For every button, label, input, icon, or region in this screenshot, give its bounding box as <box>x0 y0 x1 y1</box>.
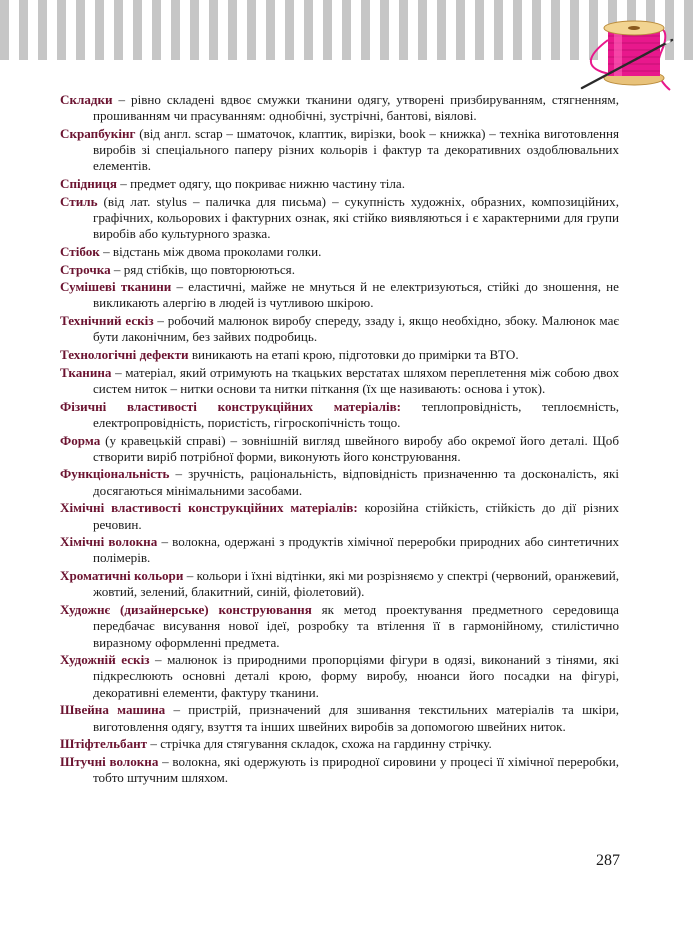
glossary-definition: – відстань між двома проколами голки. <box>99 243 322 259</box>
glossary-term: Фізичні властивості конструкційних матеріалів: <box>60 398 402 414</box>
glossary-entry <box>60 652 619 701</box>
glossary-term: Функціональність <box>60 466 170 482</box>
glossary-entry <box>60 313 619 345</box>
glossary-entry <box>60 365 619 397</box>
glossary-definition: (у кравецькій справі) – зовнішній вигляд швейного виробу або окремої його деталі. Щоб створити виріб потрібної форми, виконують його конструювання. <box>93 432 619 464</box>
glossary-entry <box>60 92 619 124</box>
glossary-term: Тканина <box>60 364 112 380</box>
glossary-term: Спідниця <box>60 176 117 192</box>
glossary-term: Штіфтельбант <box>60 736 148 752</box>
glossary-term: Хімічні властивості конструкційних матеріалів: <box>60 500 358 516</box>
glossary-definition: – рівно складені вдвоє смужки тканини одягу, утворені призбируванням, стягненням, прошиванням чи прасуванням: однобічні, зустрічні, бантові, віялові. <box>93 92 619 124</box>
glossary-definition: – стрічка для стягування складок, схожа на гардинну стрічку. <box>147 736 492 752</box>
glossary-definition: – кольори і їхні відтінки, які ми розрізняємо у спектрі (червоний, оранжевий, жовтий, зелений, блакитний, синій, фіолетовий). <box>93 568 619 600</box>
glossary-term: Форма <box>60 432 101 448</box>
glossary-entry <box>60 568 619 600</box>
glossary-entry <box>60 702 619 734</box>
glossary-definition: теплопровідність, теплоємність, електропровідність, пористість, гігроскопічність тощо. <box>93 398 619 430</box>
glossary-term: Художнє (дизайнерське) конструювання <box>60 602 312 618</box>
page-number: 287 <box>596 852 620 869</box>
glossary-entry <box>60 262 619 278</box>
glossary-definition: – волокна, які одержують із природної сировини у процесі її хімічної переробки, тобто штучним шляхом. <box>93 753 619 786</box>
glossary-entry <box>60 347 619 363</box>
glossary-definition: – еластичні, майже не мнуться й не електризуються, стійкі до зношення, не викликають алергію в людей із чутливою шкірою. <box>93 279 619 311</box>
glossary-definition: (від англ. scrap – шматочок, клаптик, вирізки, book – книжка) – техніка виготовлення виробів зі спеціального паперу різних кольорів і фактур та декоративних оздоблювальних елементів. <box>93 125 619 174</box>
glossary-entry <box>60 602 619 651</box>
glossary-term: Строчка <box>60 261 111 277</box>
glossary-term: Хімічні волокна <box>60 534 158 550</box>
glossary-entry <box>60 279 619 311</box>
glossary-term: Стібок <box>60 243 100 259</box>
glossary-definition: (від лат. stylus – паличка для письма) – сукупність художніх, образних, композиційних, графічних, кольорових і фактурних ознак, які стійко виявляються і є характерними для групи виробів або культурного зразка. <box>93 193 619 242</box>
thread-spool-icon <box>562 10 682 100</box>
glossary-term: Скрапбукінг <box>60 125 136 141</box>
glossary-entry <box>60 754 619 786</box>
glossary-entry <box>60 500 619 532</box>
glossary-term: Швейна машина <box>60 702 166 718</box>
glossary-entry <box>60 736 619 752</box>
glossary-term: Штучні волокна <box>60 753 159 769</box>
glossary-definition: виникають на етапі крою, підготовки до примірки та ВТО. <box>188 347 519 363</box>
glossary-entry <box>60 194 619 243</box>
glossary-entry <box>60 126 619 175</box>
glossary-entry <box>60 176 619 192</box>
glossary-term: Стиль <box>60 193 98 209</box>
glossary-definition: як метод проектування предметного середовища передбачає висування нової ідеї, розробку та втілення її в гармонійному, стилістично виразному оформленні предмета. <box>93 602 619 650</box>
glossary-entry <box>60 399 619 431</box>
glossary-entry <box>60 534 619 566</box>
glossary-definition: – ряд стібків, що повторюються. <box>110 261 295 277</box>
glossary-definition: корозійна стійкість, стійкість до дії різних речовин. <box>93 500 619 532</box>
glossary-entry <box>60 466 619 498</box>
glossary-term: Художній ескіз <box>60 652 150 668</box>
glossary-definition: – матеріал, який отримують на ткацьких верстатах шляхом переплетення між собою двох систем ниток – нитки основи та нитки піткання (їх ще називають: основа і уток). <box>93 364 619 396</box>
glossary-term: Сумішеві тканини <box>60 279 172 295</box>
glossary-entry <box>60 433 619 465</box>
glossary-list <box>60 92 619 788</box>
glossary-term: Технологічні дефекти <box>60 347 189 363</box>
glossary-term: Складки <box>60 92 113 107</box>
glossary-definition: – робочий малюнок виробу спереду, ззаду і, якщо необхідно, збоку. Малюнок має бути лаконічним, без зайвих подробиць. <box>93 313 620 345</box>
glossary-definition: – предмет одягу, що покриває нижню частину тіла. <box>116 176 405 192</box>
glossary-entry <box>60 244 619 260</box>
glossary-definition: – пристрій, призначений для зшивання текстильних матеріалів та шкіри, виготовлення одягу, взуття та інших швейних виробів за допомогою швейних ниток. <box>93 702 619 734</box>
glossary-definition: – зручність, раціональність, відповідність призначенню та досконалість, які досягаються мінімальними засобами. <box>93 466 619 498</box>
glossary-definition: – волокна, одержані з продуктів хімічної переробки природних або синтетичних полімерів. <box>93 534 620 566</box>
glossary-term: Хроматичні кольори <box>60 568 184 584</box>
glossary-term: Технічний ескіз <box>60 313 154 329</box>
glossary-definition: – малюнок із природними пропорціями фігури в одязі, виконаний з тінями, які підкреслюють основні деталі крою, форму виробу, нюанси його посадки на фігурі, декоративні елементи, фактуру тканини. <box>93 652 619 700</box>
